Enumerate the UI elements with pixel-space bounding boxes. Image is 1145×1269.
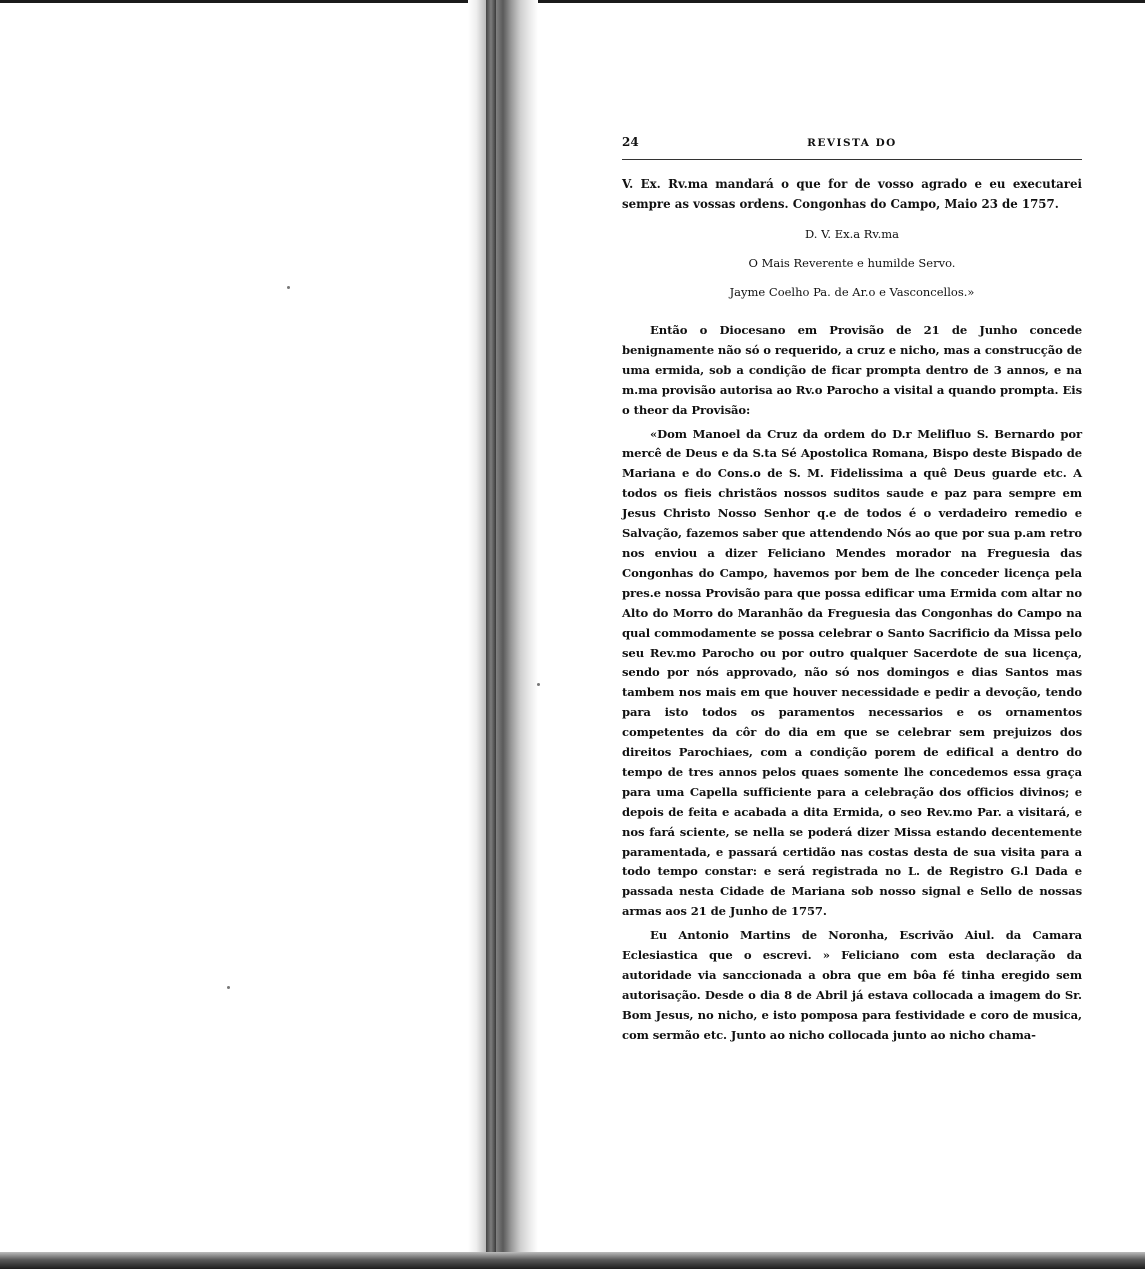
header-rule [622, 159, 1082, 160]
book-page [622, 135, 1082, 1050]
scan-bottom-edge [0, 1252, 1145, 1269]
letter-salutation: D. V. Ex.a Rv.ma [805, 227, 899, 241]
page-number: 24 [622, 135, 639, 149]
running-head [622, 135, 1082, 153]
book-spine [468, 0, 538, 1252]
scan-speck [537, 683, 540, 686]
paragraph: «Dom Manoel da Cruz da ordem do D.r Melifluo S. Bernardo por mercê de Deus e da S.ta Sé Apostolica Romana, Bispo deste Bispado de Mariana e do Cons.o de S. M. Fidelissima a quê Deus guarde etc. A todos os fieis christãos nossos suditos saude e paz para sempre em Jesus Christo Nosso Senhor q.e de todos é o verdadeiro remedio e Salvação, fazemos saber que attendendo Nós ao que por sua p.am retro nos enviou a dizer Feliciano Mendes morador na Freguesia das Congonhas do Campo, havemos por bem de lhe conceder licença pela pres.e nossa Provisão para que possa edificar uma Ermida com altar no Alto do Morro do Maranhão da Freguesia das Congonhas do Campo na qual commodamente se possa celebrar o Santo Sacrificio da Missa pelo seu Rev.mo Parocho ou por outro qualquer Sacerdote de sua licença, sendo por nós approvado, não só nos domingos e dias Santos mas tambem nos mais em que houver necessidade e pedir a devoção, tendo para isto todos os paramentos necessarios e os ornamentos competentes da côr do dia em que se celebrar sem prejuizos dos direitos Parochiaes, com a condição porem de edifical a dentro do tempo de tres annos pelos quaes somente lhe concedemos essa graça para uma Capella sufficiente para a celebração dos officios divinos; e depois de feita e acabada a dita Ermida, o seo Rev.mo Par. a visitará, e nos fará sciente, se nella se poderá dizer Missa estando decentemente paramentada, e passará certidão nas costas desta de sua visita para a todo tempo constar: e será registrada no L. de Registro G.l Dada e passada nesta Cidade de Mariana sob nosso signal e Sello de nossas armas aos 21 de Junho de 1757. [622, 426, 1082, 919]
letter-closing-lines: V. Ex. Rv.ma mandará o que for de vosso agrado e eu executarei sempre as vossas ordens. Congonhas do Campo, Maio 23 de 1757. [622, 177, 1082, 211]
letter-signature: Jayme Coelho Pa. de Ar.o e Vasconcellos.» [729, 285, 975, 299]
letter-closing: O Mais Reverente e humilde Servo. [748, 256, 956, 270]
running-title: REVISTA DO [807, 137, 897, 149]
book-spine-shadow [486, 0, 496, 1252]
paragraph: Eu Antonio Martins de Noronha, Escrivão Aiul. da Camara Eclesiastica que o escrevi. » Feliciano com esta declaração da autoridade via sanccionada a obra que em bôa fé tinha eregido sem autorisação. Desde o dia 8 de Abril já estava collocada a imagem do Sr. Bom Jesus, no nicho, e isto pomposa para festividade e coro de musica, com sermão etc. Junto ao nicho collocada junto ao nicho chama- [622, 928, 1082, 1042]
scan-top-edge [0, 0, 1145, 3]
scan-speck [227, 986, 230, 989]
scan-speck [287, 286, 290, 289]
body-text [622, 321, 1082, 1046]
paragraph: Então o Diocesano em Provisão de 21 de Junho concede benignamente não só o requerido, a cruz e nicho, mas a construcção de uma ermida, sob a condição de ficar prompta dentro de 3 annos, e na m.ma provisão autorisa ao Rv.o Parocho a visital a quando prompta. Eis o theor da Provisão: [622, 323, 1082, 417]
